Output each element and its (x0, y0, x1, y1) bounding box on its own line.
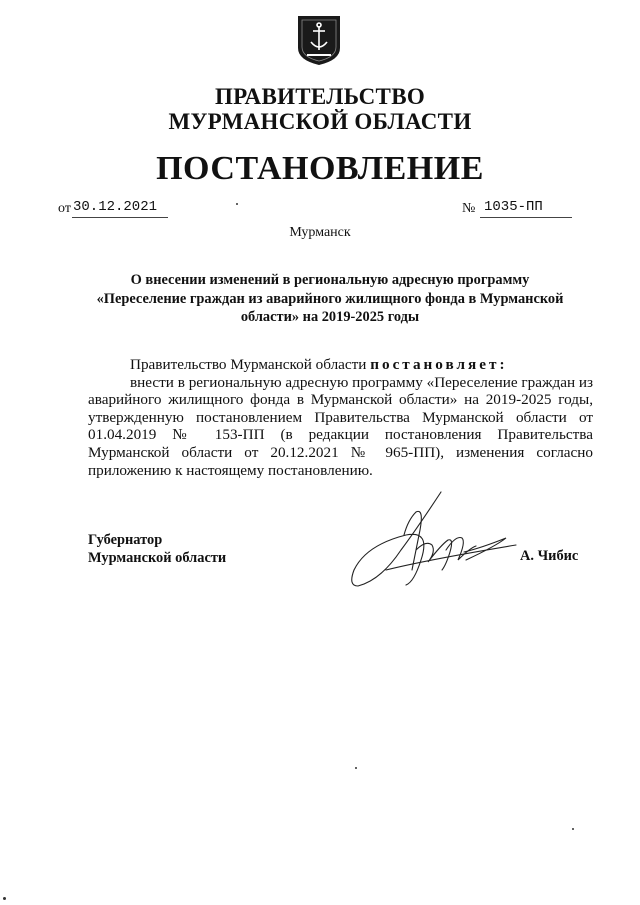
decree-verb: постановляет: (370, 356, 508, 373)
signatory-position (88, 531, 226, 567)
organization-name-line1: ПРАВИТЕЛЬСТВО (214, 84, 426, 109)
title-line: области» на 2019-2025 годы (240, 309, 420, 325)
document-type-heading: ПОСТАНОВЛЕНИЕ (156, 150, 484, 187)
intro-paragraph (88, 356, 593, 374)
handwritten-signature (346, 490, 526, 600)
organization-name-line2: МУРМАНСКОЙ ОБЛАСТИ (168, 109, 472, 134)
number-underline (480, 217, 572, 218)
date-underline (72, 217, 168, 218)
city-name: Мурманск (289, 225, 351, 240)
position-line: Губернатор (88, 532, 163, 548)
scan-speck (3, 897, 6, 900)
title-line: О внесении изменений в региональную адресную программу (130, 272, 530, 288)
position-line: Мурманской области (88, 550, 227, 566)
document-date: 30.12.2021 (73, 199, 158, 215)
number-sign: № (462, 201, 476, 216)
signer-name: А. Чибис (520, 548, 579, 564)
scan-speck (236, 203, 238, 205)
main-paragraph: внести в региональную адресную программу «Переселение граждан из аварийного жилищного фонда в Мурманской области» на 2019-2025 годы, утвержденную постановлением Правительства Мурманской области от 01.04.2019 № 153-ПП (в редакции постановления Правительства Мурманской области от 20.12.2021 № 965-ПП), изменения согласно приложению к настоящему постановлению. (88, 373, 593, 479)
scan-speck (572, 828, 574, 830)
document-number: 1035-ПП (484, 199, 543, 215)
document-body (88, 356, 593, 479)
intro-text: Правительство Мурманской области (130, 356, 371, 373)
coat-of-arms-emblem (296, 14, 342, 66)
document-title (88, 271, 572, 327)
date-prefix-label: от (58, 201, 71, 216)
scan-speck (355, 767, 357, 769)
title-line: «Переселение граждан из аварийного жилищного фонда в Мурманской (96, 290, 564, 307)
